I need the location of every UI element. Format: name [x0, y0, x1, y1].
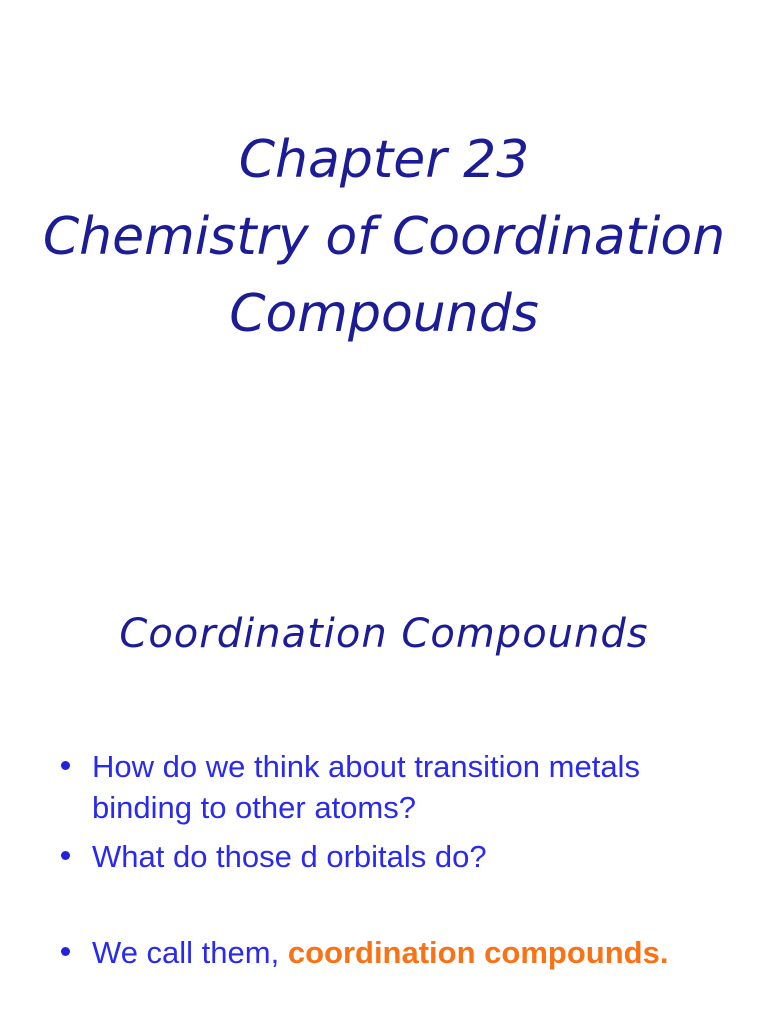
- bullet-text: What do those d orbitals do?: [92, 839, 487, 874]
- chapter-title: [0, 122, 768, 353]
- title-line-2: Chemistry of Coordination: [42, 207, 726, 267]
- bullet-item-coordination-compounds: [58, 932, 740, 973]
- bullet-item-transition-metals: [58, 746, 740, 828]
- title-line-3: Compounds: [229, 284, 539, 344]
- bullet-dot: [61, 851, 70, 860]
- highlighted-term: coordination compounds.: [287, 935, 669, 970]
- title-line-1: Chapter 23: [238, 130, 530, 190]
- bullet-dot: [61, 761, 70, 770]
- section-heading: Coordination Compounds: [119, 611, 649, 657]
- bullet-text: How do we think about transition metals binding to other atoms?: [92, 749, 640, 825]
- bullet-item-d-orbitals: [58, 836, 740, 877]
- bullet-dot: [61, 947, 70, 956]
- bullet-text: We call them,: [92, 935, 288, 970]
